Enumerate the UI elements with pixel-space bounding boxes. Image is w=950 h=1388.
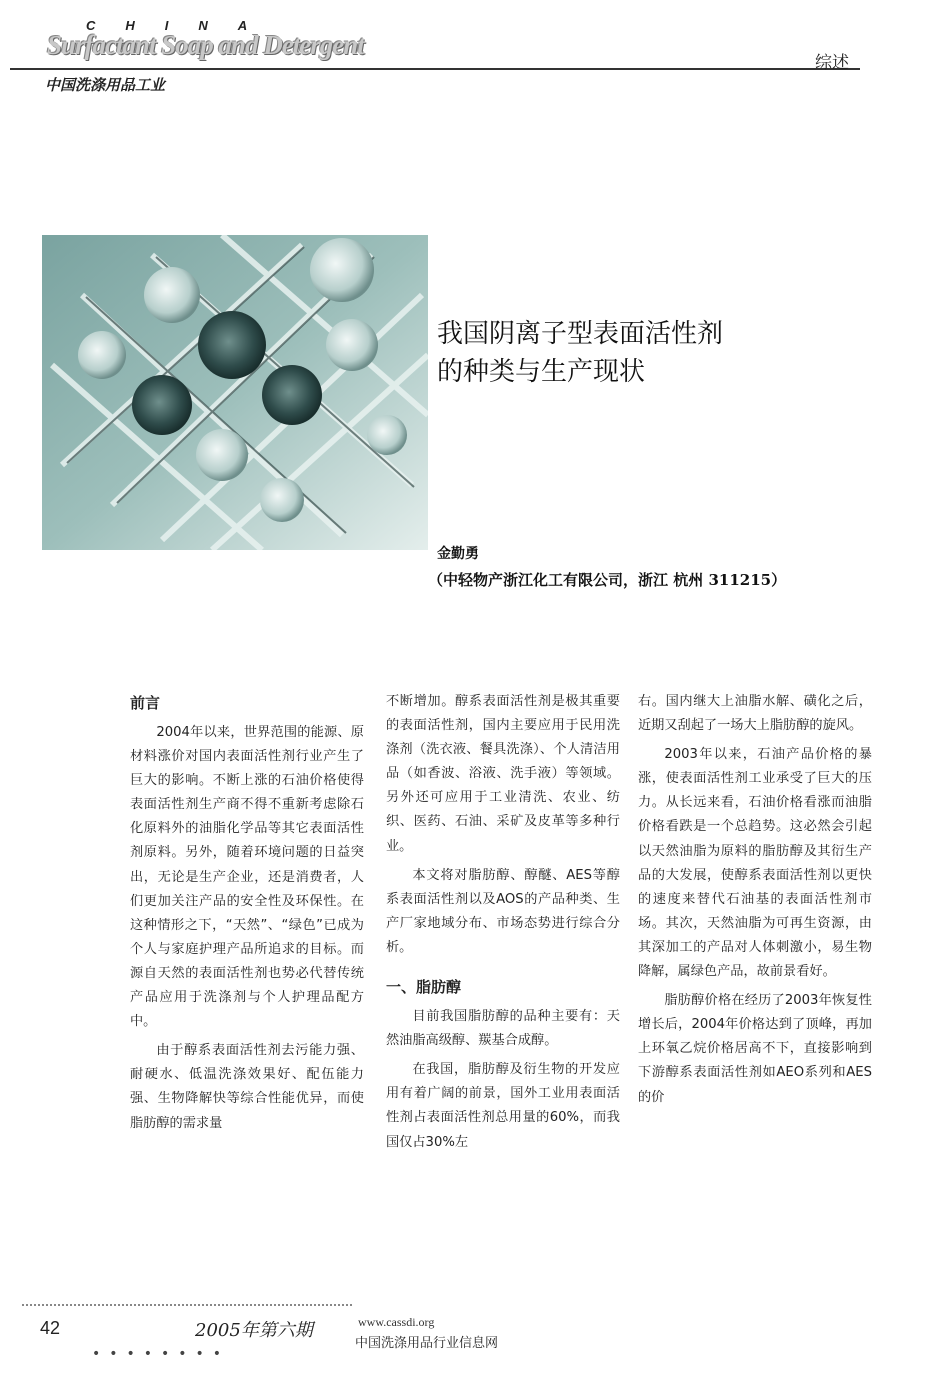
author-affiliation: （中轻物产浙江化工有限公司，浙江 杭州 311215） <box>428 571 787 589</box>
section-label: 综述 <box>815 53 849 73</box>
paragraph: 不断增加。醇系表面活性剂是极其重要的表面活性剂，国内主要应用于民用洗涤剂（洗衣液、餐具洗涤）、个人清洁用品（如香波、浴液、洗手液）等领域。另外还可应用于工业清洗、农业、纺织、医药、石油、采矿及皮革等多种行业。 <box>386 694 620 854</box>
text-column-1 <box>130 690 364 1141</box>
article-title-line2: 的种类与生产现状 <box>437 357 646 387</box>
paragraph: 脂肪醇价格在经历了2003年恢复性增长后，2004年价格达到了顶峰，再加上环氧乙烷价格居高不下，直接影响到下游醇系表面活性剂如AEO系列和AES的价 <box>638 993 872 1105</box>
paragraph: 2004年以来，世界范围的能源、原材料涨价对国内表面活性剂行业产生了巨大的影响。不断上涨的石油价格使得表面活性剂生产商不得不重新考虑除石化原料外的油脂化学品等其它表面活性剂原料。另外，随着环境问题的日益突出，无论是生产企业，还是消费者，人们更加关注产品的安全性及环保性。在这种情形之下，“天然”、“绿色”已成为个人与家庭护理产品所追求的目标。而源自天然的表面活性剂也势必代替传统产品应用于洗涤剂与个人护理品配方中。 <box>130 725 364 1030</box>
paragraph: 目前我国脂肪醇的品种主要有：天然油脂高级醇、羰基合成醇。 <box>386 1009 620 1049</box>
paragraph: 由于醇系表面活性剂去污能力强、耐硬水、低温洗涤效果好、配伍能力强、生物降解快等综合性能优异，而使脂肪醇的需求量 <box>130 1043 364 1131</box>
preface-heading: 前言 <box>130 694 161 712</box>
header-journal-title: Surfactant Soap and Detergent <box>47 30 364 60</box>
article-title-line1: 我国阴离子型表面活性剂 <box>437 319 724 349</box>
footer-dots: •••••••• <box>92 1346 231 1362</box>
page-number: 42 <box>40 1318 61 1338</box>
text-column-2 <box>386 690 620 1160</box>
text-column-3 <box>638 690 872 1115</box>
section-heading: 一、脂肪醇 <box>386 978 462 997</box>
article-title <box>437 315 723 391</box>
issue-label: 2005年第六期 <box>195 1320 313 1341</box>
paragraph: 在我国，脂肪醇及衍生物的开发应用有着广阔的前景，国外工业用表面活性剂占表面活性剂总用量的60%，而我国仅占30%左 <box>386 1062 620 1150</box>
paragraph: 右。国内继大上油脂水解、磺化之后，近期又刮起了一场大上脂肪醇的旋风。 <box>638 694 872 734</box>
header-journal-cn: 中国洗涤用品工业 <box>45 76 166 94</box>
glassware-photo <box>42 235 428 550</box>
footer-url[interactable]: www.cassdi.org <box>358 1315 435 1329</box>
header-china: CHINA <box>86 18 278 33</box>
article-author: 金勤勇 <box>437 546 479 562</box>
paragraph: 2003年以来，石油产品价格的暴涨，使表面活性剂工业承受了巨大的压力。从长远来看，石油价格看涨而油脂价格看跌是一个总趋势。这必然会引起以天然油脂为原料的脂肪醇及其衍生产品的大发展，使醇系表面活性剂以更快的速度来替代石油基的表面活性剂市场。其次，天然油脂为可再生资源，由其深加工的产品对人体刺激小，易生物降解，属绿色产品，故前景看好。 <box>638 747 872 980</box>
footer-site-name: 中国洗涤用品行业信息网 <box>355 1336 499 1351</box>
paragraph: 本文将对脂肪醇、醇醚、AES等醇系表面活性剂以及AOS的产品种类、生产厂家地域分布、市场态势进行综合分析。 <box>386 867 620 955</box>
footer-dotted-rule <box>22 1304 352 1306</box>
header-rule <box>10 68 860 70</box>
